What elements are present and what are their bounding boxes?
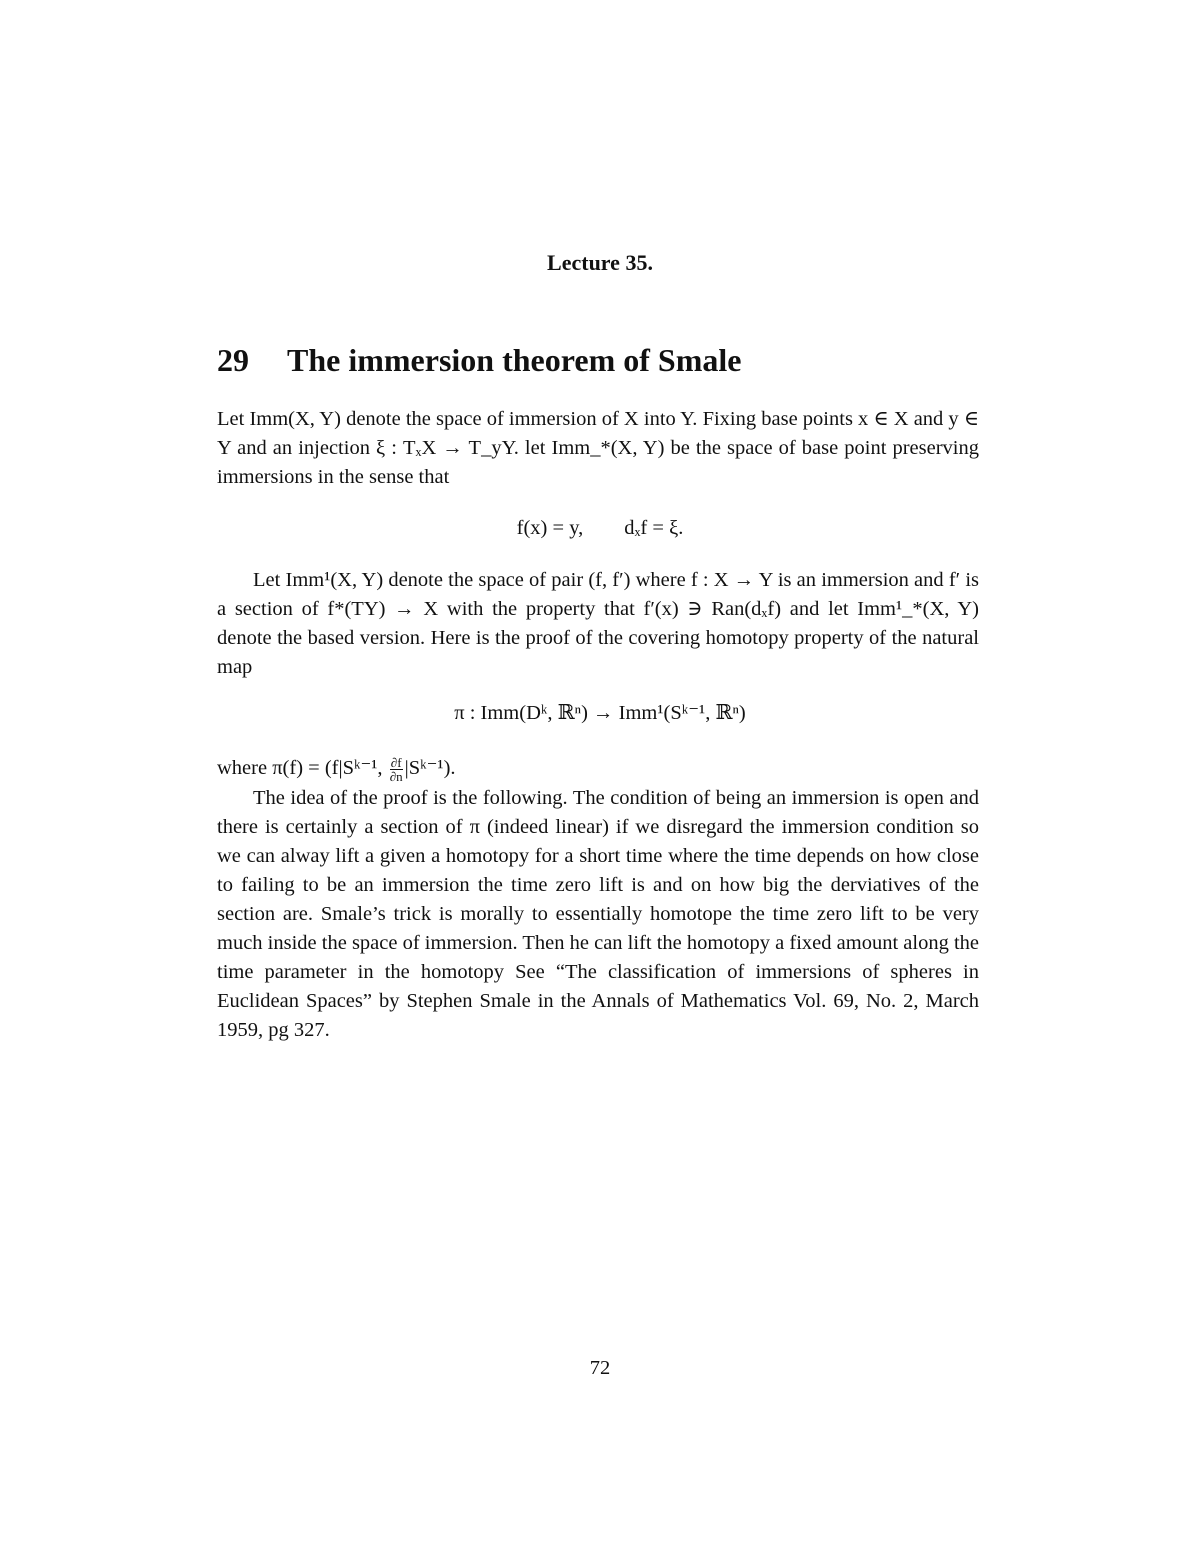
equation-1: f(x) = y, dₓf = ξ. (516, 517, 684, 539)
paragraph-4: The idea of the proof is the following. The condition of being an immersion is open and there is certainly a section of π (indeed linear) if we disregard the immersion condition so we can alway lift a given a homotopy for a short time where the time depends on how close to failing to be an immersion the time zero lift is and on how big the derviatives of the section are. Smale’s trick is morally to essentially homotope the time zero lift to be very much inside the space of immersion. Then he can lift the homotopy a fixed amount along the time parameter in the homotopy See “The classification of immersions of spheres in Euclidean Spaces” by Stephen Smale in the Annals of Mathematics Vol. 69, No. 2, March 1959, pg 327. (217, 787, 979, 1041)
equation-2: π : Imm(Dᵏ, ℝⁿ) → Imm¹(Sᵏ⁻¹, ℝⁿ) (454, 702, 746, 724)
section-number: 29 (217, 342, 249, 378)
paragraph-1: Let Imm(X, Y) denote the space of immersion of X into Y. Fixing base points x ∈ X and y ∈ Y and an injection ξ : TₓX → T_yY. let Imm_*(X, Y) be the space of base point preserving immersions in the sense that (217, 408, 979, 488)
fraction-denominator: ∂n (389, 768, 403, 784)
paragraph-3-prefix: where π(f) = (f|Sᵏ⁻¹, (217, 757, 383, 779)
fraction-numerator: ∂f (390, 754, 402, 770)
section-title: The immersion theorem of Smale (287, 342, 742, 378)
paragraph-3-suffix: |Sᵏ⁻¹). (404, 757, 456, 779)
lecture-heading: Lecture 35. (547, 250, 653, 275)
paragraph-3 (217, 754, 979, 783)
paragraph-2: Let Imm¹(X, Y) denote the space of pair (f, f′) where f : X → Y is an immersion and f′ is a section of f*(TY) → X with the property that f′(x) ∋ Ran(dₓf) and let Imm¹_*(X, Y) denote the based version. Here is the proof of the covering homotopy property of the natural map (217, 569, 979, 678)
section-heading (217, 342, 741, 379)
partial-fraction (390, 756, 403, 783)
page-number: 72 (589, 1357, 611, 1379)
